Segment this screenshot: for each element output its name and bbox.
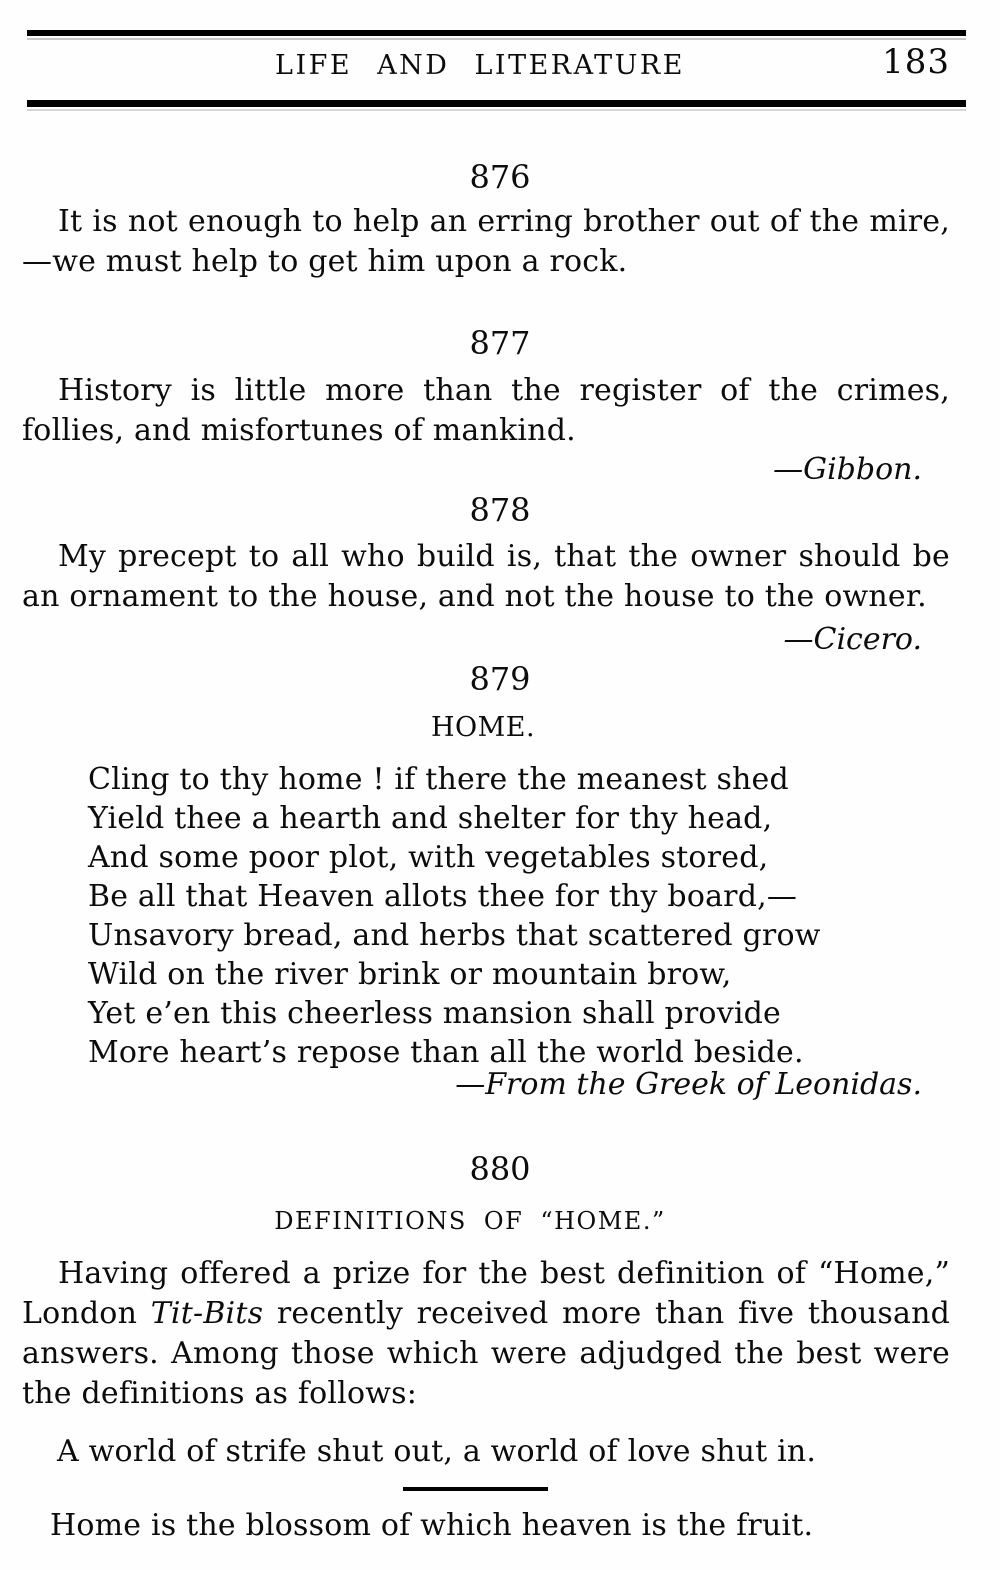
header-rule-bottom: [27, 100, 966, 107]
section-number-877: 877: [469, 324, 531, 362]
poem-line: And some poor plot, with vegetables stored,: [88, 840, 769, 875]
section-number-878: 878: [469, 491, 531, 529]
paragraph-text: recently received more than five thousand: [263, 1296, 951, 1331]
definition-line: A world of strife shut out, a world of love shut in.: [57, 1434, 817, 1469]
attribution-gibbon: [22, 450, 950, 490]
poem-line: Wild on the river brink or mountain brow,: [88, 957, 732, 992]
poem-line: Be all that Heaven allots thee for thy board,—: [88, 879, 798, 914]
definition-line: Home is the blossom of which heaven is the fruit.: [50, 1508, 814, 1543]
paragraph-line: answers. Among those which were adjudged the best were: [22, 1336, 950, 1371]
paragraph-text: London: [22, 1296, 151, 1331]
paragraph-line: [22, 1294, 950, 1334]
quote-line: an ornament to the house, and not the house to the owner.: [22, 579, 927, 614]
running-title: LIFE AND LITERATURE: [275, 50, 685, 81]
poem-home: [88, 760, 940, 1072]
quote-line: History is little more than the register of the crimes,: [58, 373, 950, 408]
paragraph-880: [22, 1254, 950, 1414]
poem-line: Cling to thy home ! if there the meanest shed: [88, 762, 789, 797]
poem-line: Yield thee a hearth and shelter for thy head,: [88, 801, 773, 836]
definition-1: [22, 1432, 950, 1472]
quote-877: [22, 371, 950, 451]
page-number: 183: [882, 42, 950, 82]
section-number-880: 880: [469, 1150, 531, 1188]
attribution-text: —From the Greek of Leonidas.: [455, 1067, 922, 1102]
quote-line: My precept to all who build is, that the owner should be: [58, 539, 950, 574]
definition-2: [22, 1506, 950, 1546]
quote-878: [22, 537, 950, 617]
quote-876: [22, 202, 950, 282]
poem-line: Unsavory bread, and herbs that scattered grow: [88, 918, 821, 953]
quote-line: —we must help to get him upon a rock.: [22, 244, 628, 279]
poem-line: More heart’s repose than all the world beside.: [88, 1035, 804, 1070]
attribution-leonidas: [22, 1065, 950, 1105]
definition-divider-rule: [403, 1487, 548, 1491]
attribution-text: —Cicero.: [783, 622, 922, 657]
section-heading-home: HOME.: [430, 712, 536, 743]
section-number-879: 879: [469, 660, 531, 698]
section-number-876: 876: [469, 158, 531, 196]
attribution-cicero: [22, 620, 950, 660]
attribution-text: —Gibbon.: [773, 452, 922, 487]
paragraph-line: the definitions as follows:: [22, 1376, 418, 1411]
poem-line: Yet e’en this cheerless mansion shall provide: [88, 996, 781, 1031]
section-heading-definitions: DEFINITIONS OF “HOME.”: [274, 1207, 666, 1235]
paragraph-line: Having offered a prize for the best definition of “Home,”: [58, 1256, 950, 1291]
quote-line: follies, and misfortunes of mankind.: [22, 413, 576, 448]
publication-name: Tit-Bits: [150, 1296, 264, 1331]
quote-line: It is not enough to help an erring brother out of the mire,: [58, 204, 950, 239]
header-rule-top: [27, 30, 966, 36]
